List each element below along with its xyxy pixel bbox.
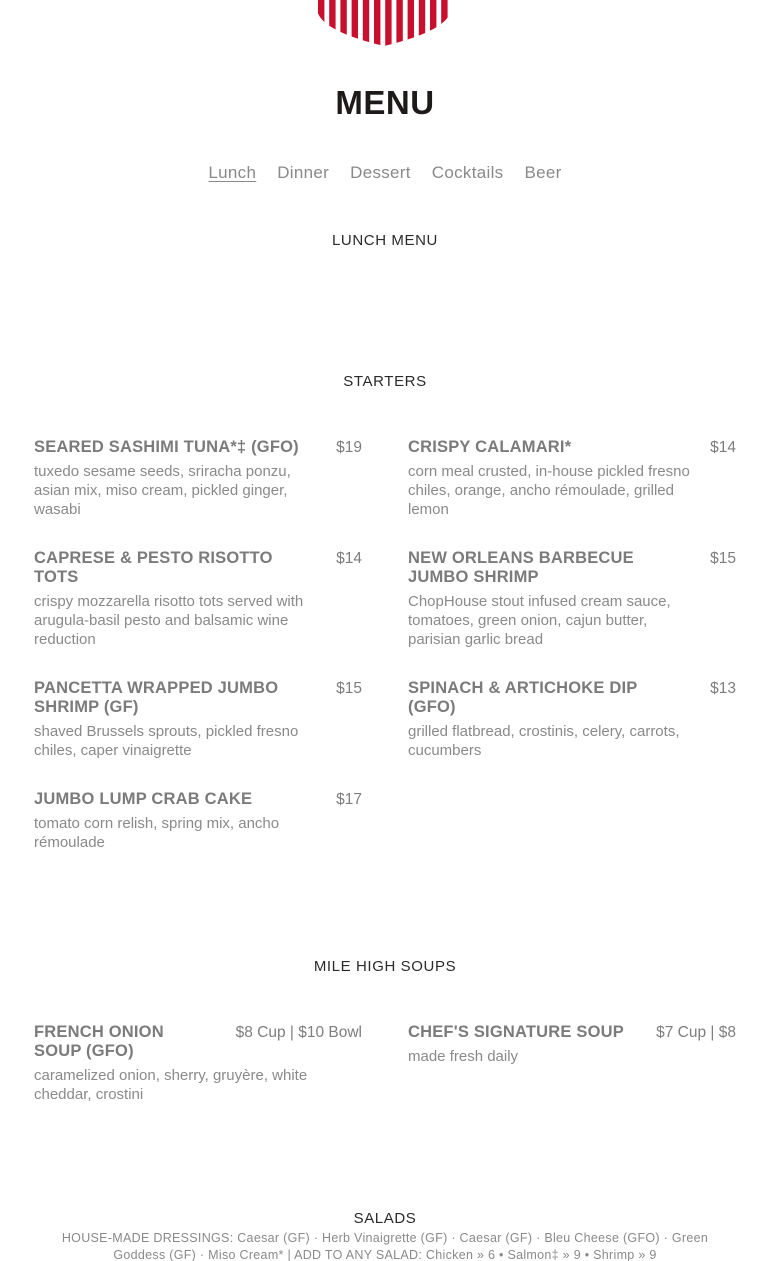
menu-heading: LUNCH MENU — [331, 232, 438, 249]
menu-tabs — [0, 163, 770, 183]
menu-item — [408, 549, 736, 649]
item-name: SPINACH & ARTICHOKE DIP (GFO) — [408, 679, 638, 716]
item-description: grilled flatbread, crostinis, celery, carrots, cucumbers — [408, 723, 680, 759]
item-price: $14 — [336, 550, 362, 567]
menu-item — [34, 679, 362, 760]
item-name: FRENCH ONION SOUP (GFO) — [34, 1023, 164, 1060]
item-name: JUMBO LUMP CRAB CAKE — [34, 790, 253, 808]
item-description: caramelized onion, sherry, gruyère, white cheddar, crostini — [34, 1067, 308, 1103]
section-title-salads: SALADS — [353, 1210, 417, 1227]
item-description: corn meal crusted, in-house pickled fresno chiles, orange, ancho rémoulade, grilled lemon — [408, 463, 690, 518]
item-description: shaved Brussels sprouts, pickled fresno chiles, caper vinaigrette — [34, 723, 299, 759]
item-price: $15 — [336, 680, 362, 697]
tab-dessert[interactable]: Dessert — [350, 163, 411, 182]
item-description: ChopHouse stout infused cream sauce, tomatoes, green onion, cajun butter, parisian garlic bread — [408, 593, 671, 648]
menu-item — [34, 438, 362, 519]
striped-shield-logo[interactable] — [317, 0, 451, 46]
item-price: $19 — [336, 439, 362, 456]
item-price: $15 — [710, 550, 736, 567]
item-price: $8 Cup | $10 Bowl — [235, 1024, 362, 1041]
item-price: $14 — [710, 439, 736, 456]
menu-item — [408, 438, 736, 519]
item-price: $7 Cup | $8 — [656, 1024, 736, 1041]
menu-item — [34, 1023, 362, 1104]
menu-item — [408, 679, 736, 760]
tab-dinner[interactable]: Dinner — [277, 163, 330, 182]
tab-cocktails[interactable]: Cocktails — [431, 163, 504, 182]
item-name: CHEF'S SIGNATURE SOUP — [408, 1023, 624, 1041]
item-price: $17 — [336, 791, 362, 808]
item-name: PANCETTA WRAPPED JUMBO SHRIMP (GF) — [34, 679, 279, 716]
menu-item — [34, 790, 362, 852]
item-description: tomato corn relish, spring mix, ancho rémoulade — [34, 815, 280, 851]
item-name: CAPRESE & PESTO RISOTTO TOTS — [34, 549, 273, 586]
item-description: crispy mozzarella risotto tots served with arugula-basil pesto and balsamic wine reduction — [34, 593, 304, 648]
item-price: $13 — [710, 680, 736, 697]
page-title: MENU — [335, 84, 435, 121]
item-name: NEW ORLEANS BARBECUE JUMBO SHRIMP — [408, 549, 634, 586]
section-title-starters: STARTERS — [343, 373, 427, 390]
salad-dressings-note: HOUSE-MADE DRESSINGS: Caesar (GF) · Herb Vinaigrette (GF) · Caesar (GF) · Bleu Cheese (GFO) · Green Goddess (GF) · Miso Cream* | ADD TO ANY SALAD: Chicken » 6 • Salmon‡ » 9 • Shrimp » 9 — [61, 1231, 709, 1261]
tab-beer[interactable]: Beer — [524, 163, 562, 182]
section-title-soups: MILE HIGH SOUPS — [313, 958, 457, 975]
item-description: tuxedo sesame seeds, sriracha ponzu, asian mix, miso cream, pickled ginger, wasabi — [34, 463, 291, 518]
item-name: CRISPY CALAMARI* — [408, 438, 572, 456]
item-name: SEARED SASHIMI TUNA*‡ (GFO) — [34, 438, 299, 456]
menu-item — [408, 1023, 736, 1066]
item-description: made fresh daily — [408, 1048, 519, 1065]
tab-lunch[interactable]: Lunch — [208, 163, 257, 182]
menu-item — [34, 549, 362, 649]
